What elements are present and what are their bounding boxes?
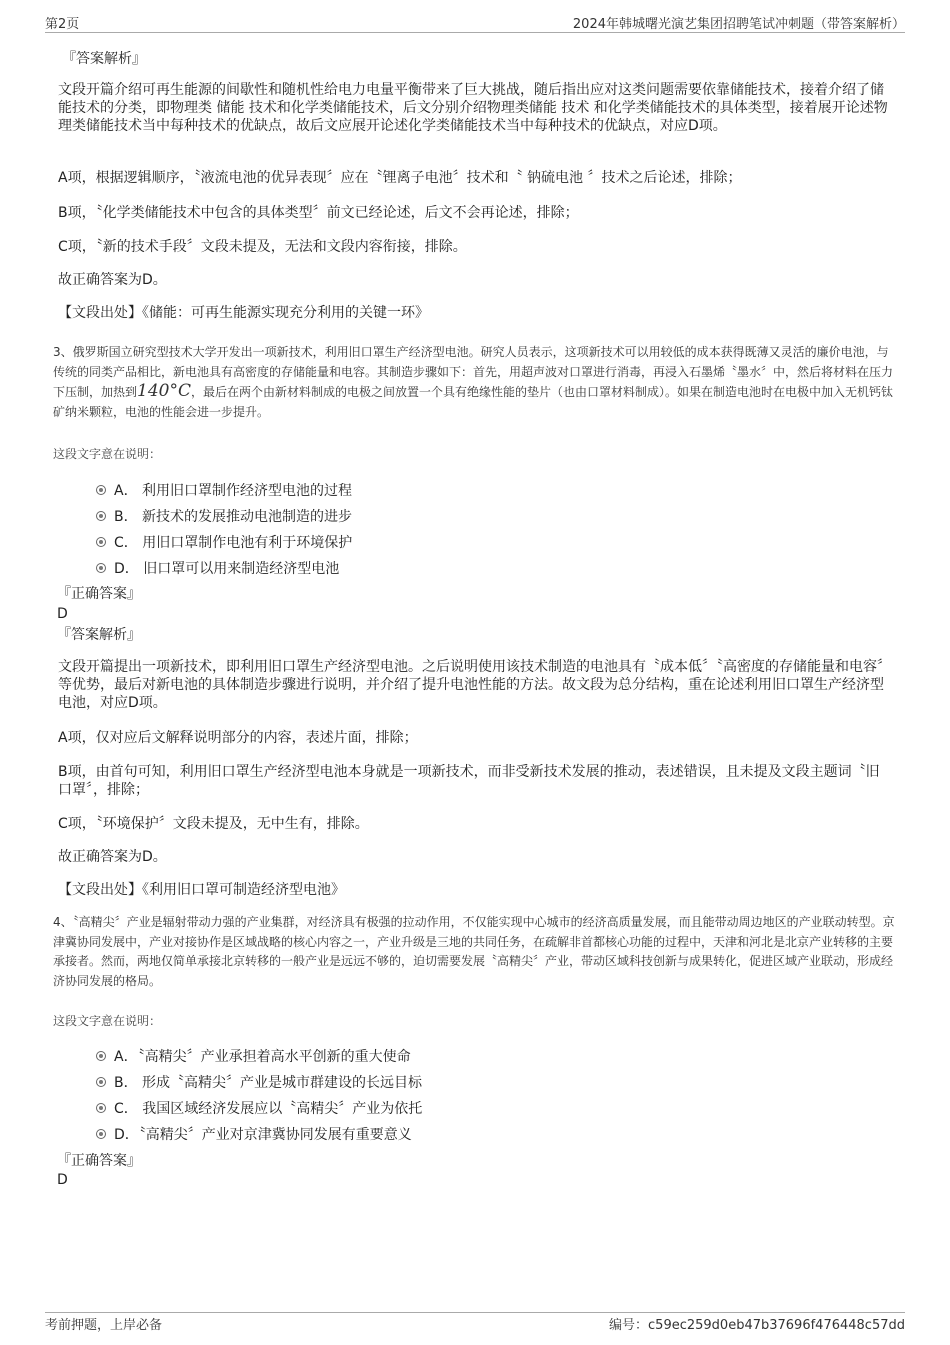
q2-source: 【文段出处】《储能：可再生能源实现充分利用的关键一环》: [58, 305, 429, 321]
header-divider: [45, 32, 905, 33]
radio-icon[interactable]: [96, 537, 106, 547]
q3-option-a-analysis: A项，仅对应后文解释说明部分的内容，表述片面，排除；: [58, 730, 418, 746]
footer-divider: [45, 1312, 905, 1313]
q2-conclusion: 故正确答案为D。: [58, 272, 167, 288]
q4-option-b[interactable]: [96, 1072, 422, 1092]
q4-answer-label: 『正确答案』: [57, 1153, 141, 1169]
q3-option-d-label: D． 旧口罩可以用来制造经济型电池: [114, 561, 340, 577]
radio-icon[interactable]: [96, 1129, 106, 1139]
document-code: 编号：c59ec259d0eb47b37696f476448c57dd: [609, 1318, 905, 1333]
q3-conclusion: 故正确答案为D。: [58, 849, 167, 865]
q4-option-c[interactable]: [96, 1098, 422, 1118]
q2-analysis-paragraph: 文段开篇介绍可再生能源的间歇性和随机性给电力电量平衡带来了巨大挑战，随后指出应对这类问题需要依靠储能技术，接着介绍了储能技术的分类，即物理类 储能 技术和化学类储能技术，后文分别介绍物理类储能 技术 和化学类储能技术的具体类型，接着展开论述物理类储能技术当中每种技术的优缺点，故后文应展开论述化学类储能技术当中每种技术的优缺点，对应D项。: [58, 82, 888, 134]
q2-option-b-analysis: B项，〝化学类储能技术中包含的具体类型〞前文已经论述，后文不会再论述，排除；: [58, 205, 579, 221]
q4-option-b-label: B． 形成〝高精尖〞产业是城市群建设的长远目标: [114, 1075, 423, 1091]
q3-option-c-label: C． 用旧口罩制作电池有利于环境保护: [114, 535, 353, 551]
q3-option-a[interactable]: [96, 480, 352, 500]
q3-option-b-analysis: B项，由首句可知，利用旧口罩生产经济型电池本身就是一项新技术，而非受新技术发展的推动，表述错误，且未提及文段主题词〝旧口罩〞，排除；: [58, 764, 880, 798]
q4-option-d[interactable]: [96, 1124, 412, 1144]
q3-answer-label: 『正确答案』: [57, 586, 141, 602]
q4-question-text: 4、〝高精尖〞产业是辐射带动力强的产业集群，对经济具有极强的拉动作用，不仅能实现中心城市的经济高质量发展，而且能带动周边地区的产业联动转型。京津冀协同发展中，产业对接协作是区域战略的核心内容之一，产业升级是三地的共同任务，在疏解非首都核心功能的过程中，天津和河北是北京产业转移的主要承接者。然而，两地仅简单承接北京转移的一般产业是远远不够的，迫切需要发展〝高精尖〞产业，带动区域科技创新与成果转化，促进区域产业联动，形成经济协同发展的格局。: [53, 915, 895, 988]
document-title: 2024年韩城曙光演艺集团招聘笔试冲刺题（带答案解析）: [572, 17, 905, 32]
q3-option-c[interactable]: [96, 532, 352, 552]
q3-question-text: [53, 343, 893, 422]
radio-icon[interactable]: [96, 1077, 106, 1087]
q4-option-a-label: A．〝高精尖〞产业承担着高水平创新的重大使命: [114, 1049, 411, 1065]
q3-analysis-label: 『答案解析』: [57, 627, 141, 643]
radio-icon[interactable]: [96, 485, 106, 495]
q4-answer: D: [57, 1172, 68, 1188]
q3-answer: D: [57, 606, 68, 622]
page-number: 第2页: [45, 17, 80, 32]
q3-option-b[interactable]: [96, 506, 352, 526]
q2-option-c-analysis: C项，〝新的技术手段〞文段未提及，无法和文段内容衔接，排除。: [58, 239, 467, 255]
q2-analysis-label: 『答案解析』: [62, 51, 146, 67]
q2-option-a-analysis: A项，根据逻辑顺序，〝液流电池的优异表现〞应在〝锂离子电池〞技术和〝 钠硫电池 〞技术之后论述，排除；: [58, 170, 742, 186]
radio-icon[interactable]: [96, 1051, 106, 1061]
q4-option-a[interactable]: [96, 1046, 411, 1066]
radio-icon[interactable]: [96, 563, 106, 573]
q3-prompt: 这段文字意在说明：: [53, 447, 162, 461]
radio-icon[interactable]: [96, 511, 106, 521]
footer-slogan: 考前押题，上岸必备: [45, 1318, 163, 1333]
q3-text-part2: ，最后在两个由新材料制成的电极之间放置一个具有绝缘性能的垫片（也由口罩材料制成）。如果在制造电池时在电极中加入无机钙钛矿纳米颗粒，电池的性能会进一步提升。: [53, 385, 893, 419]
q3-text-part1: 3、俄罗斯国立研究型技术大学开发出一项新技术，利用旧口罩生产经济型电池。研究人员表示，这项新技术可以用较低的成本获得既薄又灵活的廉价电池，与传统的同类产品相比，新电池具有高密度的存储能量和电容。其制造步骤如下：首先，用超声波对口罩进行消毒，再浸入石墨烯〝墨水〞中，然后将材料在压力下压制，加热到: [53, 345, 894, 399]
q3-option-a-label: A． 利用旧口罩制作经济型电池的过程: [114, 483, 353, 499]
radio-icon[interactable]: [96, 1103, 106, 1113]
q3-option-b-label: B． 新技术的发展推动电池制造的进步: [114, 509, 353, 525]
q3-option-c-analysis: C项，〝环境保护〞文段未提及，无中生有，排除。: [58, 816, 369, 832]
q4-option-d-label: D．〝高精尖〞产业对京津冀协同发展有重要意义: [114, 1127, 412, 1143]
q3-source: 【文段出处】《利用旧口罩可制造经济型电池》: [58, 882, 345, 898]
q3-analysis-paragraph: 文段开篇提出一项新技术，即利用旧口罩生产经济型电池。之后说明使用该技术制造的电池具有〝成本低〞〝高密度的存储能量和电容〞等优势，最后对新电池的具体制造步骤进行说明，并介绍了提升电池性能的方法。故文段为总分结构，重在论述利用旧口罩生产经济型电池，对应D项。: [58, 659, 891, 711]
q3-temperature: 140°C: [137, 381, 191, 401]
q4-option-c-label: C． 我国区域经济发展应以〝高精尖〞产业为依托: [114, 1101, 423, 1117]
q3-option-d[interactable]: [96, 558, 339, 578]
q4-prompt: 这段文字意在说明：: [53, 1014, 162, 1028]
